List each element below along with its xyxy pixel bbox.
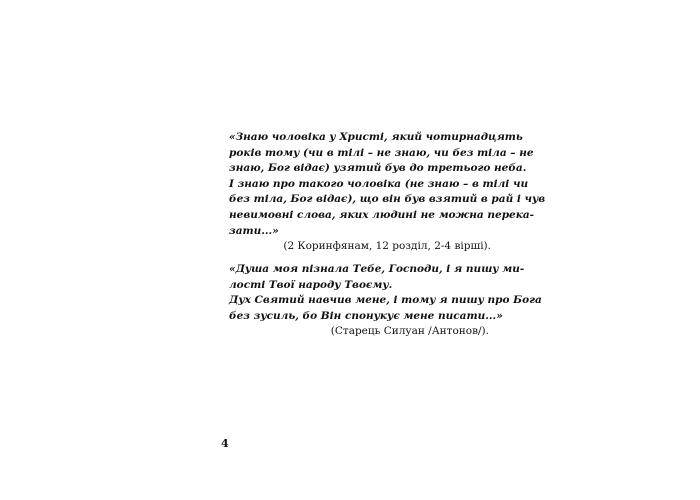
page-number: 4	[221, 437, 229, 450]
quote-line: зати...»	[229, 224, 279, 237]
quote-block-corinthians	[229, 130, 546, 255]
quote-line: без зусиль, бо Він спонукує мене писати...»	[229, 309, 503, 322]
quote-line: Дух Святий навчив мене, і тому я пишу про Бога	[229, 294, 542, 307]
quote-attribution: (Старець Силуан /Антонов/).	[330, 325, 489, 338]
quote-line: знаю, Бог відає) узятий був до третього неба.	[229, 162, 527, 175]
quote-line: невимовні слова, яких людині не можна перека-	[229, 208, 534, 221]
quote-line: років тому (чи в тілі – не знаю, чи без тіла – не	[229, 146, 534, 159]
quote-line: І знаю про такого чоловіка (не знаю – в тілі чи	[229, 177, 529, 190]
quote-line: без тіла, Бог відає), що він був взятий в рай і чув	[229, 193, 546, 206]
quote-attribution: (2 Коринфянам, 12 розділ, 2-4 вірші).	[283, 240, 491, 253]
quote-line: «Знаю чоловіка у Христі, який чотирнадцять	[229, 131, 523, 143]
quote-line: лості Твої народу Твоєму.	[229, 278, 393, 291]
quote-line: «Душа моя пізнала Тебе, Господи, і я пишу ми-	[229, 263, 525, 275]
quote-block-silouan	[229, 262, 542, 340]
